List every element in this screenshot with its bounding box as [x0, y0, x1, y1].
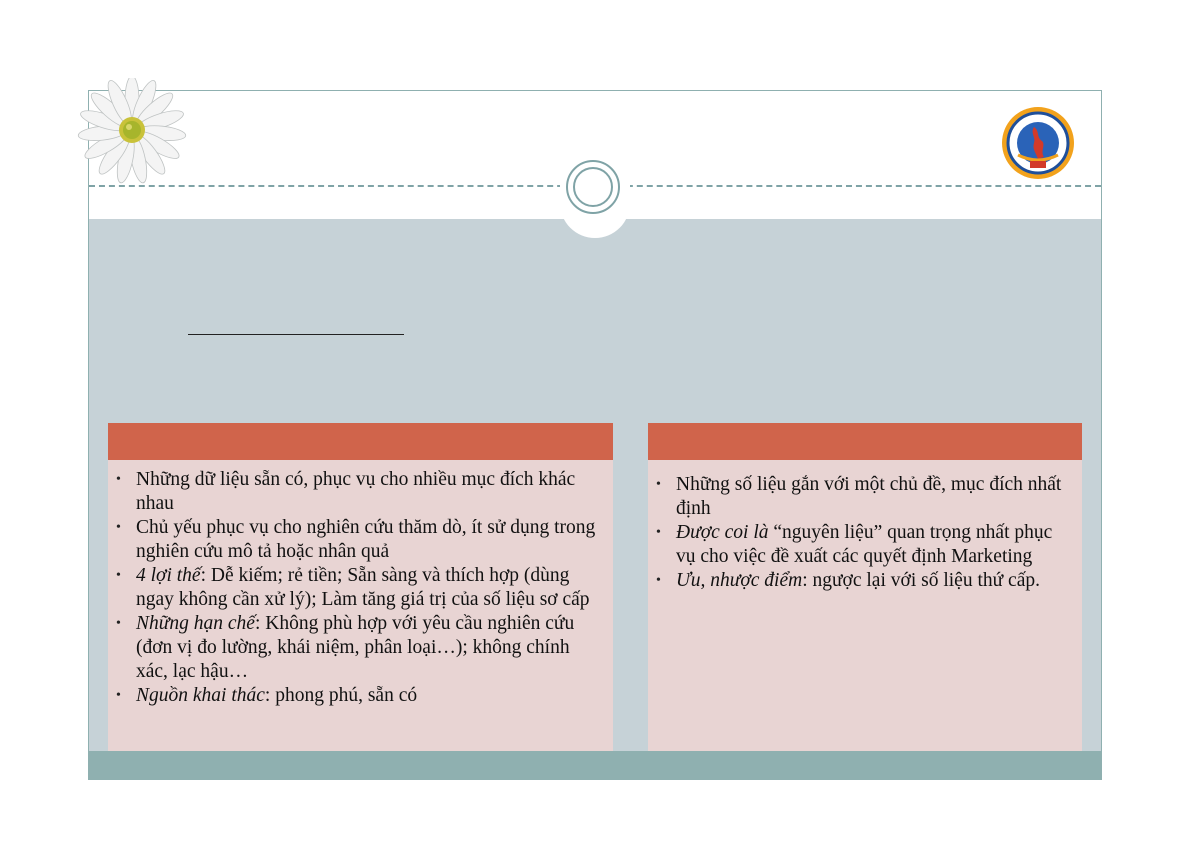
list-item: • Ưu, nhược điểm: ngược lại với số liệu thứ cấp. [648, 569, 1076, 593]
slide-footer-band [89, 751, 1101, 780]
secondary-data-list [108, 468, 613, 708]
list-item: • Được coi là “nguyên liệu” quan trọng nhất phục vụ cho việc đề xuất các quyết định Marketing [648, 521, 1076, 569]
title-underline [188, 334, 404, 335]
card-header-right [648, 423, 1082, 460]
list-item: • Chủ yếu phục vụ cho nghiên cứu thăm dò, ít sử dụng trong nghiên cứu mô tả hoặc nhân quả [108, 516, 605, 564]
primary-data-card [648, 423, 1082, 751]
secondary-data-card [108, 423, 613, 751]
list-item: • Những số liệu gắn với một chủ đề, mục đích nhất định [648, 473, 1076, 521]
daisy-flower-icon [70, 78, 200, 188]
card-header-left [108, 423, 613, 460]
circle-ornament [566, 160, 620, 214]
list-item: • Những dữ liệu sẵn có, phục vụ cho nhiều mục đích khác nhau [108, 468, 605, 516]
university-logo [1000, 105, 1076, 181]
list-item: • Những hạn chế: Không phù hợp với yêu cầu nghiên cứu (đơn vị đo lường, khái niệm, phân loại…); không chính xác, lạc hậu… [108, 612, 605, 684]
primary-data-list [648, 473, 1082, 593]
list-item: • 4 lợi thế: Dễ kiếm; rẻ tiền; Sẵn sàng và thích hợp (dùng ngay không cần xử lý); Làm tăng giá trị của số liệu sơ cấp [108, 564, 605, 612]
list-item: • Nguồn khai thác: phong phú, sẵn có [108, 684, 605, 708]
